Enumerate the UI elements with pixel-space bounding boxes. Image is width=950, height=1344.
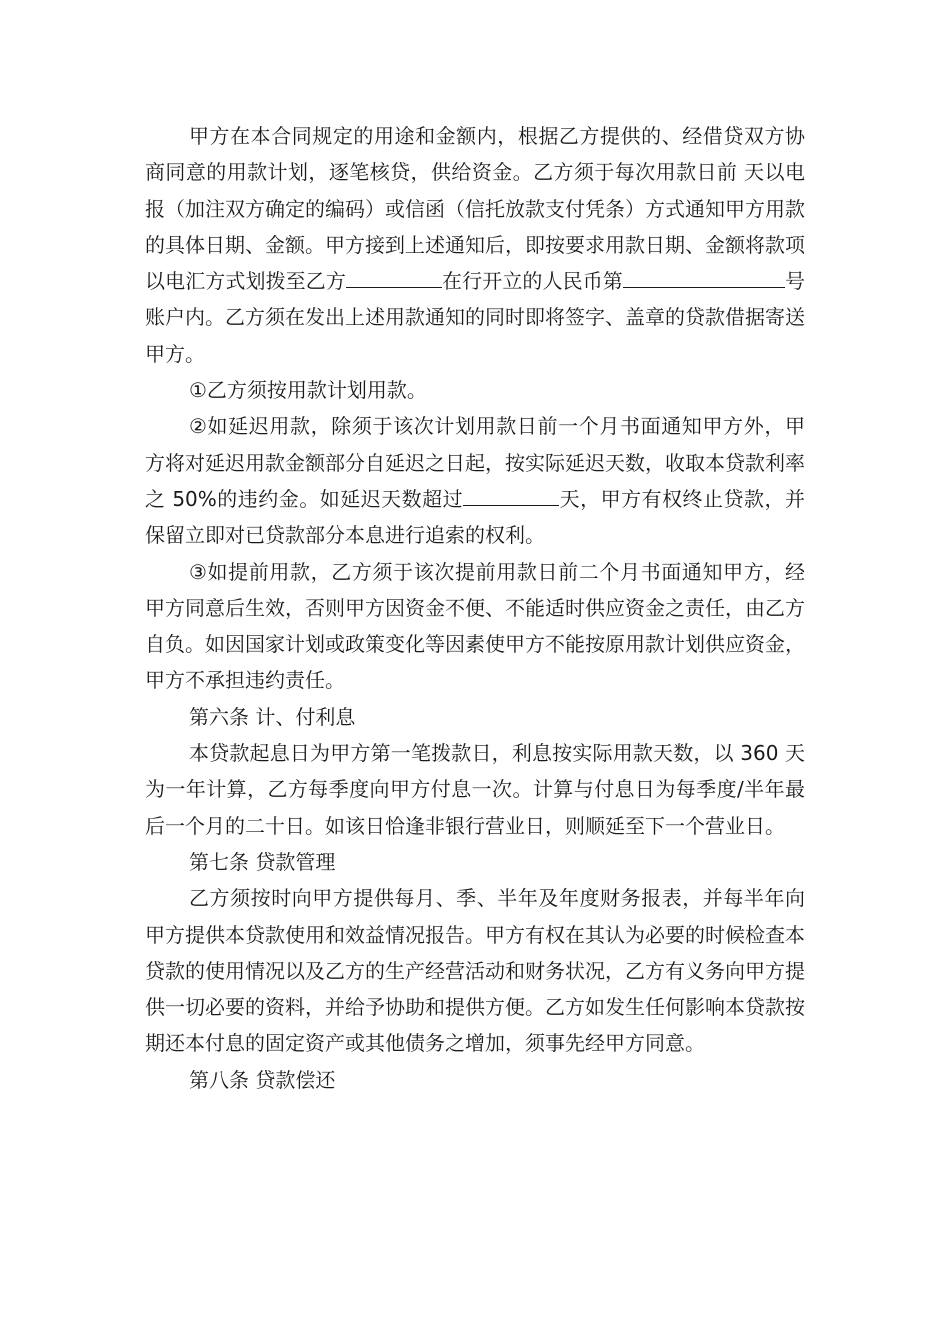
blank-field-days [463,483,559,506]
blank-field-account [623,265,785,288]
paragraph-item-2 [145,408,805,553]
paragraph-interest: 本贷款起息日为甲方第一笔拨款日，利息按实际用款天数，以 360 天为一年计算，乙方每季度向甲方付息一次。计算与付息日为每季度/半年最后一个月的二十日。如该日恰逢非银行营业日，则顺延至下一个营业日。 [145,741,805,838]
paragraph-text: ②如延迟用款，除须于该次计划用款日前一个月书面通知甲方外，甲方将对延迟用款金额部分自延迟之日起，按实际延迟天数，收取本贷款利率之 50%的违约金。如延迟天数超过 [145,414,805,511]
section-heading-8: 第八条 贷款偿还 [189,1067,336,1092]
paragraph-item-1: ①乙方须按用款计划用款。 [189,378,427,403]
paragraph-text: 甲方在本合同规定的用途和金额内，根据乙方提供的、经借贷双方协商同意的用款计划，逐笔核贷，供给资金。乙方须于每次用款日前 天以电报（加注双方确定的编码）或信函（信托放款支付凭条）方式通知甲方用款的具体日期、金额。甲方接到上述通知后，即按要求用款日期、金额将款项以电汇方式划拨至乙方 [145,124,805,294]
paragraph-disbursement [145,118,805,372]
paragraph-text: 天，甲方有权终止贷款，并保留立即对已贷款部分本息进行追索的权利。 [145,486,806,548]
document-page [145,118,805,1098]
paragraph-text: 在行开立的人民币第 [441,269,623,294]
section-heading-6: 第六条 计、付利息 [189,704,356,729]
section-heading-7: 第七条 贷款管理 [189,849,336,874]
paragraph-loan-management: 乙方须按时向甲方提供每月、季、半年及年度财务报表，并每半年向甲方提供本贷款使用和效益情况报告。甲方有权在其认为必要的时候检查本贷款的使用情况以及乙方的生产经营活动和财务状况，乙方有义务向甲方提供一切必要的资料，并给予协助和提供方便。乙方如发生任何影响本贷款按期还本付息的固定资产或其他债务之增加，须事先经甲方同意。 [145,886,805,1056]
paragraph-text: 号账户内。乙方须在发出上述用款通知的同时即将签字、盖章的贷款借据寄送甲方。 [145,269,806,366]
blank-field-bank [346,265,442,288]
paragraph-item-3: ③如提前用款，乙方须于该次提前用款日前二个月书面通知甲方，经甲方同意后生效，否则甲方因资金不便、不能适时供应资金之责任，由乙方自负。如因国家计划或政策变化等因素使甲方不能按原用款计划供应资金，甲方不承担违约责任。 [145,559,805,693]
